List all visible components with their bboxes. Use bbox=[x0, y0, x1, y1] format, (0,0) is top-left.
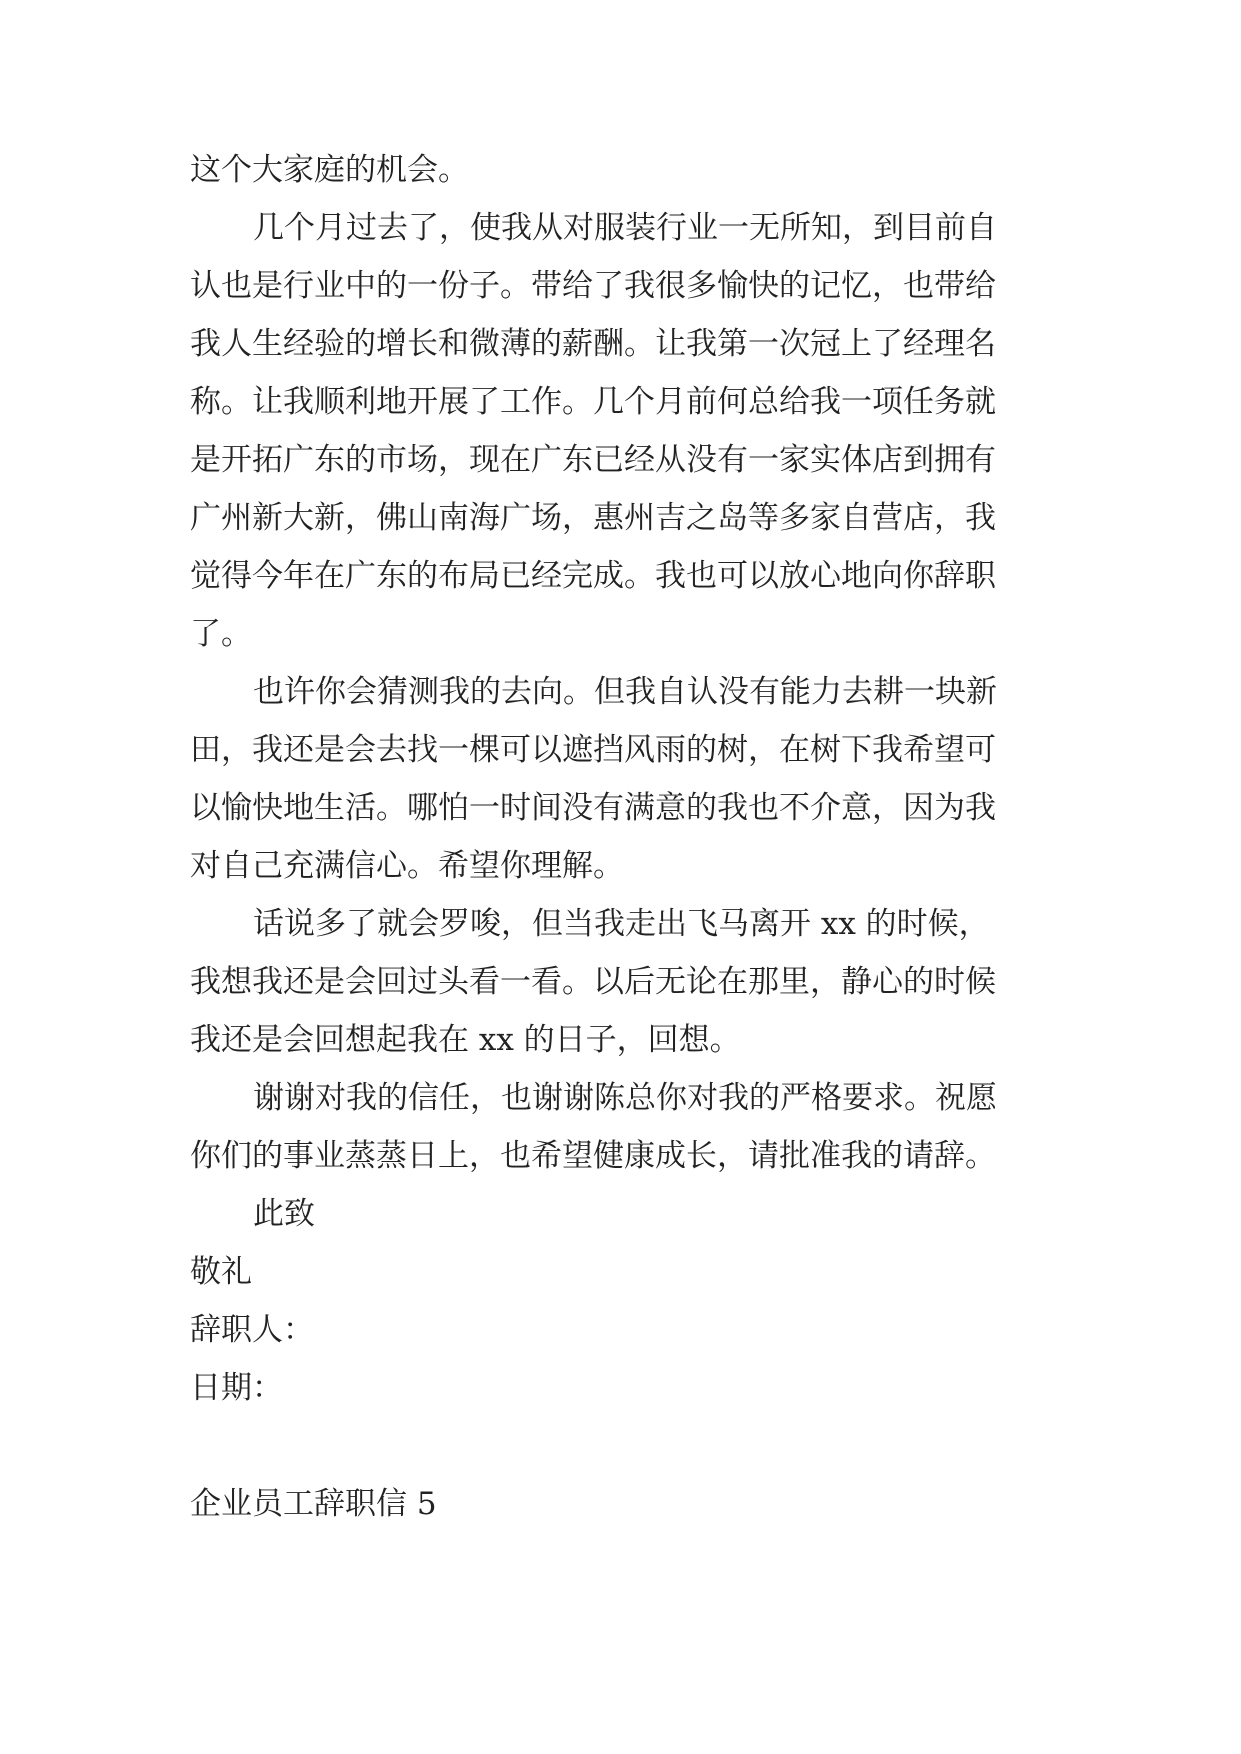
body-line: 广州新大新，佛山南海广场，惠州吉之岛等多家自营店，我 bbox=[190, 500, 996, 536]
body-line: 田，我还是会去找一棵可以遮挡风雨的树，在树下我希望可 bbox=[190, 732, 996, 768]
paragraph-first-line: 话说多了就会罗唆，但当我走出飞马离开 xx 的时候， bbox=[253, 906, 990, 942]
body-line: 以愉快地生活。哪怕一时间没有满意的我也不介意，因为我 bbox=[190, 790, 996, 826]
paragraph-first-line: 几个月过去了，使我从对服装行业一无所知，到目前自 bbox=[253, 210, 997, 246]
body-line: 我想我还是会回过头看一看。以后无论在那里，静心的时候 bbox=[190, 964, 996, 1000]
closing-salutation: 此致 bbox=[253, 1196, 315, 1232]
body-line: 觉得今年在广东的布局已经完成。我也可以放心地向你辞职 bbox=[190, 558, 996, 594]
body-line: 对自己充满信心。希望你理解。 bbox=[190, 848, 624, 884]
body-line: 了。 bbox=[190, 616, 252, 652]
paragraph-first-line: 也许你会猜测我的去向。但我自认没有能力去耕一块新 bbox=[253, 674, 997, 710]
next-section-title: 企业员工辞职信 5 bbox=[190, 1486, 437, 1522]
body-line: 称。让我顺利地开展了工作。几个月前何总给我一项任务就 bbox=[190, 384, 996, 420]
body-line: 是开拓广东的市场，现在广东已经从没有一家实体店到拥有 bbox=[190, 442, 996, 478]
body-line: 认也是行业中的一份子。带给了我很多愉快的记忆，也带给 bbox=[190, 268, 996, 304]
date-label: 日期： bbox=[190, 1370, 283, 1406]
body-line: 这个大家庭的机会。 bbox=[190, 152, 469, 188]
body-line: 你们的事业蒸蒸日上，也希望健康成长，请批准我的请辞。 bbox=[190, 1138, 996, 1174]
signature-label: 辞职人： bbox=[190, 1312, 314, 1348]
closing-regards: 敬礼 bbox=[190, 1254, 252, 1290]
paragraph-first-line: 谢谢对我的信任，也谢谢陈总你对我的严格要求。祝愿 bbox=[253, 1080, 997, 1116]
body-line: 我人生经验的增长和微薄的薪酬。让我第一次冠上了经理名 bbox=[190, 326, 996, 362]
body-line: 我还是会回想起我在 xx 的日子，回想。 bbox=[190, 1022, 741, 1058]
